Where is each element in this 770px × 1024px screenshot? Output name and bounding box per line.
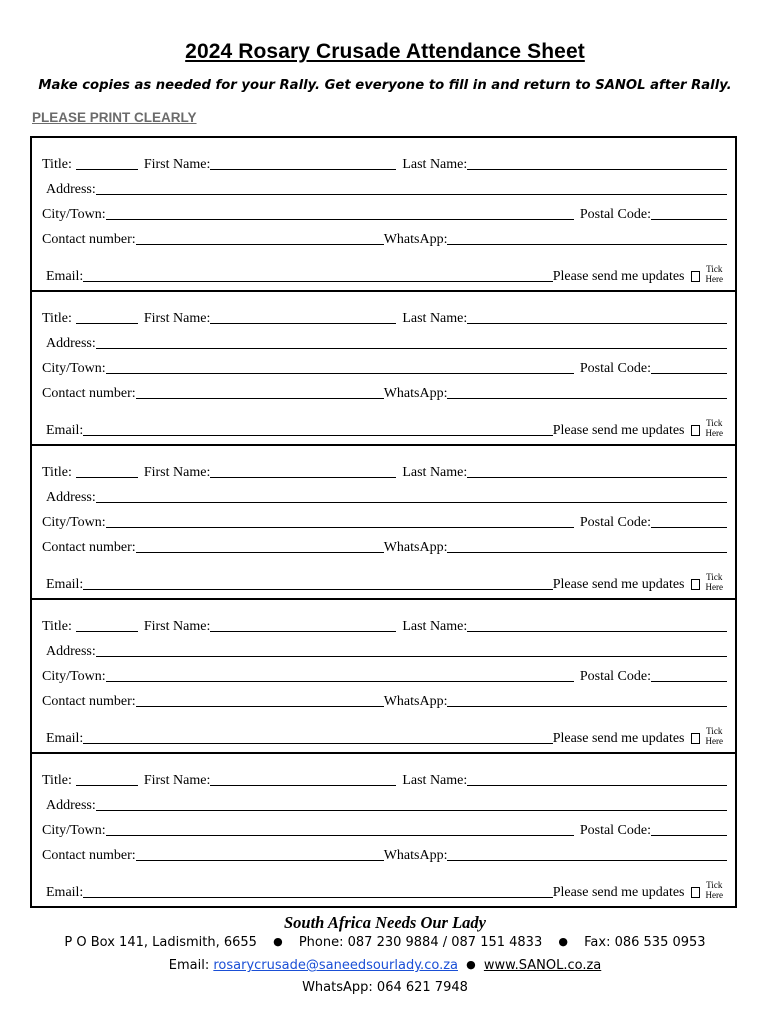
address-field[interactable]: [96, 194, 727, 195]
whatsapp-label: WhatsApp:: [383, 232, 448, 247]
contact-label: Contact number:: [42, 232, 136, 247]
contact-row: [42, 540, 727, 556]
city-row: [42, 361, 727, 377]
contact-label: Contact number:: [42, 386, 136, 401]
contact-row: [42, 694, 727, 710]
postal-code-field[interactable]: [651, 681, 727, 682]
title-field[interactable]: [76, 785, 138, 786]
po-box: P O Box 141, Ladismith, 6655: [64, 935, 257, 950]
first-name-field[interactable]: [210, 169, 396, 170]
address-label: Address:: [46, 336, 96, 351]
email-label: Email:: [46, 731, 84, 746]
city-row: [42, 207, 727, 223]
attendance-form: [30, 136, 737, 908]
city-row: [42, 669, 727, 685]
updates-label: Please send me updates: [552, 269, 685, 284]
postal-code-label: Postal Code:: [579, 823, 651, 838]
email-field[interactable]: [83, 743, 552, 744]
name-row: [42, 157, 727, 173]
updates-label: Please send me updates: [552, 577, 685, 592]
first-name-field[interactable]: [210, 477, 396, 478]
postal-code-field[interactable]: [651, 527, 727, 528]
print-clearly-note: PLEASE PRINT CLEARLY: [32, 110, 197, 125]
tick-here-hint: Tick Here: [705, 264, 723, 284]
first-name-field[interactable]: [210, 785, 396, 786]
email-field[interactable]: [83, 589, 552, 590]
address-row: [46, 336, 727, 352]
contact-label: Contact number:: [42, 848, 136, 863]
postal-code-label: Postal Code:: [579, 669, 651, 684]
updates-label: Please send me updates: [552, 423, 685, 438]
postal-code-label: Postal Code:: [579, 515, 651, 530]
tick-here-hint: Tick Here: [705, 418, 723, 438]
contact-label: Contact number:: [42, 694, 136, 709]
attendee-entry: [32, 138, 735, 292]
whatsapp-field[interactable]: [447, 552, 727, 553]
tick-here-hint: Tick Here: [705, 572, 723, 592]
last-name-label: Last Name:: [402, 157, 468, 172]
title-label: Title:: [42, 157, 72, 172]
last-name-field[interactable]: [467, 631, 727, 632]
name-row: [42, 311, 727, 327]
email-field[interactable]: [83, 281, 552, 282]
contact-field[interactable]: [136, 244, 384, 245]
contact-field[interactable]: [136, 706, 384, 707]
last-name-label: Last Name:: [402, 311, 468, 326]
footer-slogan: South Africa Needs Our Lady: [284, 913, 486, 932]
postal-code-field[interactable]: [651, 373, 727, 374]
title-field[interactable]: [76, 169, 138, 170]
page-title: 2024 Rosary Crusade Attendance Sheet: [185, 40, 585, 63]
first-name-label: First Name:: [143, 157, 211, 172]
title-label: Title:: [42, 773, 72, 788]
email-label: Email:: [46, 269, 84, 284]
last-name-label: Last Name:: [402, 465, 468, 480]
tick-here-hint: Tick Here: [705, 726, 723, 746]
whatsapp-field[interactable]: [447, 244, 727, 245]
address-field[interactable]: [96, 502, 727, 503]
email-field[interactable]: [83, 897, 552, 898]
updates-checkbox[interactable]: [691, 579, 700, 590]
city-row: [42, 515, 727, 531]
bullet-icon: ●: [273, 935, 283, 948]
city-label: City/Town:: [42, 823, 106, 838]
title-field[interactable]: [76, 477, 138, 478]
whatsapp-field[interactable]: [447, 706, 727, 707]
instructions: Make copies as needed for your Rally. Get everyone to fill in and return to SANOL after Rally.: [38, 78, 732, 93]
last-name-field[interactable]: [467, 477, 727, 478]
last-name-label: Last Name:: [402, 619, 468, 634]
address-label: Address:: [46, 490, 96, 505]
attendee-entry: [32, 600, 735, 754]
city-label: City/Town:: [42, 515, 106, 530]
bullet-icon: ●: [558, 935, 568, 948]
first-name-label: First Name:: [143, 465, 211, 480]
whatsapp-field[interactable]: [447, 398, 727, 399]
whatsapp-label: WhatsApp:: [383, 848, 448, 863]
email-link[interactable]: rosarycrusade@saneedsourlady.co.za: [213, 958, 458, 973]
address-label: Address:: [46, 182, 96, 197]
updates-checkbox[interactable]: [691, 887, 700, 898]
email-row: [46, 418, 723, 439]
whatsapp-field[interactable]: [447, 860, 727, 861]
email-row: [46, 880, 723, 901]
last-name-field[interactable]: [467, 169, 727, 170]
address-field[interactable]: [96, 810, 727, 811]
address-row: [46, 182, 727, 198]
contact-row: [42, 848, 727, 864]
address-row: [46, 798, 727, 814]
contact-row: [42, 386, 727, 402]
email-web-line: [0, 958, 770, 973]
email-row: [46, 264, 723, 285]
updates-checkbox[interactable]: [691, 271, 700, 282]
title-label: Title:: [42, 465, 72, 480]
name-row: [42, 465, 727, 481]
city-label: City/Town:: [42, 669, 106, 684]
email-label: Email:: [46, 577, 84, 592]
fax: Fax: 086 535 0953: [584, 935, 706, 950]
contact-label: Contact number:: [42, 540, 136, 555]
contact-field[interactable]: [136, 860, 384, 861]
contact-info-line: [0, 935, 770, 950]
city-field[interactable]: [106, 219, 574, 220]
website-link[interactable]: www.SANOL.co.za: [483, 958, 602, 973]
first-name-label: First Name:: [143, 773, 211, 788]
city-label: City/Town:: [42, 207, 106, 222]
updates-label: Please send me updates: [552, 885, 685, 900]
city-field[interactable]: [106, 527, 574, 528]
updates-checkbox[interactable]: [691, 425, 700, 436]
city-label: City/Town:: [42, 361, 106, 376]
phone: Phone: 087 230 9884 / 087 151 4833: [298, 935, 543, 950]
first-name-label: First Name:: [143, 311, 211, 326]
attendee-entry: [32, 754, 735, 908]
name-row: [42, 619, 727, 635]
city-field[interactable]: [106, 373, 574, 374]
name-row: [42, 773, 727, 789]
whatsapp-label: WhatsApp:: [383, 386, 448, 401]
email-label: Email:: [46, 423, 84, 438]
address-field[interactable]: [96, 348, 727, 349]
title-field[interactable]: [76, 323, 138, 324]
bullet-icon: ●: [466, 958, 476, 971]
whatsapp-label: WhatsApp:: [383, 694, 448, 709]
contact-field[interactable]: [136, 552, 384, 553]
address-label: Address:: [46, 798, 96, 813]
email-row: [46, 726, 723, 747]
city-field[interactable]: [106, 681, 574, 682]
contact-row: [42, 232, 727, 248]
whatsapp-line: WhatsApp: 064 621 7948: [302, 980, 468, 995]
address-row: [46, 644, 727, 660]
postal-code-field[interactable]: [651, 219, 727, 220]
postal-code-label: Postal Code:: [579, 361, 651, 376]
city-field[interactable]: [106, 835, 574, 836]
email-row: [46, 572, 723, 593]
attendee-entry: [32, 292, 735, 446]
postal-code-label: Postal Code:: [579, 207, 651, 222]
updates-label: Please send me updates: [552, 731, 685, 746]
first-name-field[interactable]: [210, 631, 396, 632]
title-label: Title:: [42, 311, 72, 326]
email-field[interactable]: [83, 435, 552, 436]
address-field[interactable]: [96, 656, 727, 657]
city-row: [42, 823, 727, 839]
contact-field[interactable]: [136, 398, 384, 399]
first-name-field[interactable]: [210, 323, 396, 324]
title-label: Title:: [42, 619, 72, 634]
last-name-field[interactable]: [467, 323, 727, 324]
address-row: [46, 490, 727, 506]
first-name-label: First Name:: [143, 619, 211, 634]
postal-code-field[interactable]: [651, 835, 727, 836]
tick-here-hint: Tick Here: [705, 880, 723, 900]
last-name-field[interactable]: [467, 785, 727, 786]
address-label: Address:: [46, 644, 96, 659]
last-name-label: Last Name:: [402, 773, 468, 788]
email-prefix: Email:: [168, 958, 210, 973]
title-field[interactable]: [76, 631, 138, 632]
updates-checkbox[interactable]: [691, 733, 700, 744]
email-label: Email:: [46, 885, 84, 900]
whatsapp-label: WhatsApp:: [383, 540, 448, 555]
attendee-entry: [32, 446, 735, 600]
